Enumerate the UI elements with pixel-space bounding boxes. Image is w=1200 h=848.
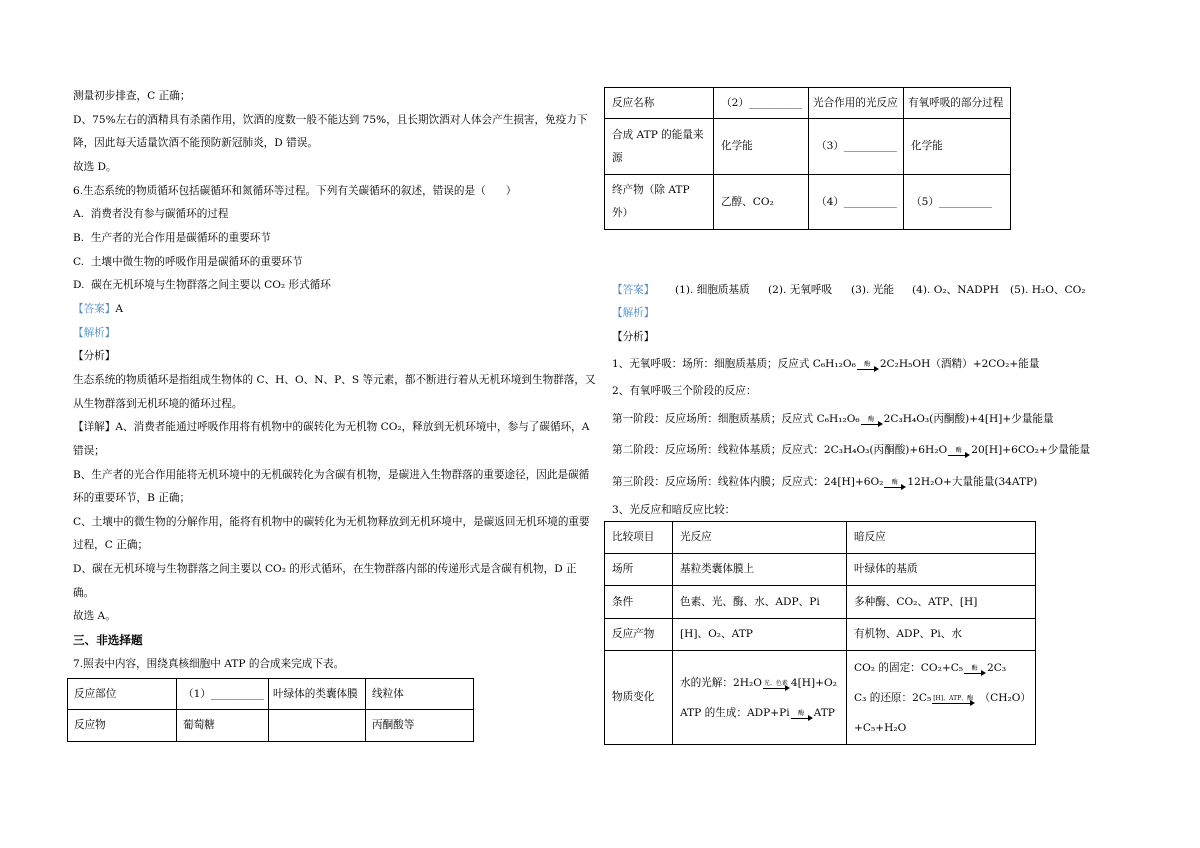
light-dark-comparison-table	[604, 521, 1036, 745]
table-row	[68, 710, 474, 742]
text-line: 故选 A。	[73, 610, 116, 623]
reaction-arrow	[948, 447, 969, 456]
table-cell: 光合作用的光反应	[809, 88, 904, 119]
table-cell-light-changes	[673, 651, 847, 745]
reaction-text: 12H₂O+大量能量(34ATP)	[907, 476, 1038, 488]
text-line: D、碳在无机环境与生物群落之间主要以 CO₂ 的形式循环，在生物群落内部的传递形式是含碳有机物，D 正	[73, 563, 577, 576]
reaction-line	[612, 472, 1037, 492]
reaction-text: 4[H]+O₂	[790, 676, 837, 689]
answer-item: (1). 细胞质基质	[675, 284, 750, 296]
jiexi-tag: 【解析】	[73, 326, 116, 339]
left-column	[73, 85, 598, 676]
text-line: 降，因此每天适量饮酒不能预防新冠肺炎，D 错误。	[73, 137, 318, 150]
table-cell: 反应产物	[605, 619, 673, 651]
answer-7-line	[612, 279, 1086, 301]
reaction-text: 20[H]+6CO₂+少量能量	[971, 444, 1091, 456]
answer-item: (4). O₂、NADPH	[912, 284, 1000, 296]
reaction-text: 第一阶段：反应场所：细胞质基质；反应式 C₆H₁₂O₆	[612, 413, 860, 425]
table-cell-dark-changes	[847, 651, 1036, 745]
table-row	[605, 119, 1011, 175]
arrow-icon	[861, 424, 879, 425]
reaction-arrow	[791, 710, 812, 719]
reaction-line	[854, 683, 1031, 713]
arrow-condition: [H]、ATP、酶	[933, 694, 974, 702]
table-header-cell: 暗反应	[847, 522, 1036, 554]
text-line: 故选 D。	[73, 160, 117, 173]
text-line: 确。	[73, 586, 95, 599]
reaction-arrow	[857, 361, 878, 370]
table-cell	[605, 88, 714, 119]
table-cell: [H]、O₂、ATP	[673, 619, 847, 651]
jiexi-tag: 【解析】	[612, 307, 655, 319]
reaction-text: 第三阶段：反应场所：线粒体内膜；反应式：24[H]+6O₂	[612, 476, 884, 488]
text-line: 【详解】A、消费者能通过呼吸作用将有机物中的碳转化为无机物 CO₂，释放到无机环境中，参与了碳循环，A	[73, 421, 590, 434]
reaction-line	[854, 653, 1028, 683]
cell-line: 合成 ATP 的能量来	[612, 128, 704, 141]
table-cell: 反应部位	[68, 679, 177, 710]
reaction-text: ATP 的生成：ADP+Pi	[680, 706, 790, 719]
section-heading: 三、非选择题	[73, 633, 143, 648]
text-line: 从生物群落到无机环境的循环过程。	[73, 397, 243, 410]
reaction-text: 第二阶段：反应场所：线粒体基质；反应式：2C₃H₄O₃(丙酮酸)+6H₂O	[612, 444, 948, 456]
reaction-text: 水的光解：2H₂O	[680, 676, 762, 689]
text-line: 3、光反应和暗反应比较：	[612, 504, 736, 516]
cell-line: 终产物（除 ATP	[612, 184, 690, 196]
table-cell-blank-1: （1）__________	[177, 679, 269, 710]
table-cell: 丙酮酸等	[366, 710, 474, 742]
reaction-text: CO₂ 的固定：CO₂+C₅	[854, 661, 964, 674]
option-b: B. 生产者的光合作用是碳循环的重要环节	[73, 231, 271, 244]
option-c: C. 土壤中微生物的呼吸作用是碳循环的重要环节	[73, 255, 303, 268]
cell-line: 外）	[612, 207, 634, 219]
arrow-condition: 酶	[955, 447, 962, 454]
arrow-condition: 酶	[971, 664, 978, 672]
table-row	[605, 554, 1036, 586]
fenxi-tag: 【分析】	[612, 331, 655, 343]
table-cell-blank-2: （2）__________	[714, 88, 809, 119]
reaction-arrow	[861, 416, 882, 425]
answer-line	[73, 298, 598, 322]
arrow-condition: 酶	[891, 479, 898, 486]
arrow-icon	[857, 369, 875, 370]
reaction-arrow	[964, 665, 985, 674]
arrow-icon	[964, 673, 982, 674]
arrow-icon	[763, 688, 786, 689]
text-line: 过程，C 正确；	[73, 539, 149, 552]
cell-line: 源	[612, 151, 623, 164]
table-cell: 叶绿体的基质	[847, 554, 1036, 586]
answer-tag: 【答案】	[73, 302, 116, 315]
table-cell: 多种酶、CO₂、ATP、[H]	[847, 586, 1036, 619]
table-cell: 线粒体	[366, 679, 474, 710]
table-cell: 化学能	[714, 119, 809, 175]
table-header-cell: 光反应	[673, 522, 847, 554]
text-line: C、土壤中的微生物的分解作用，能将有机物中的碳转化为无机物释放到无机环境中，是碳返回无机环境的重要	[73, 515, 590, 528]
reaction-text: C₃ 的还原：2C₅	[854, 691, 932, 704]
table-cell: 物质变化	[605, 651, 673, 745]
question-7: 7.照表中内容，围绕真核细胞中 ATP 的合成来完成下表。	[73, 657, 345, 670]
reaction-text: ATP	[813, 706, 835, 719]
reaction-text: 2C₃H₄O₃(丙酮酸)+4[H]+少量能量	[883, 413, 1054, 425]
table-header-row	[605, 522, 1036, 554]
table-cell: 条件	[605, 586, 673, 619]
table-row	[605, 619, 1036, 651]
reaction-arrow	[763, 680, 789, 689]
text-line: 错误；	[73, 444, 105, 457]
reaction-arrow	[884, 479, 905, 488]
reaction-text: 2C₂H₅OH（酒精）+2CO₂+能量	[879, 358, 1040, 370]
arrow-condition: 酶	[868, 416, 875, 423]
table-cell: 化学能	[904, 119, 1011, 175]
table-row	[605, 651, 1036, 745]
arrow-condition: 酶	[864, 361, 871, 368]
table-cell: 反应物	[68, 710, 177, 742]
reaction-line: +C₅+H₂O	[854, 721, 907, 734]
table-cell: 有氧呼吸的部分过程	[904, 88, 1011, 119]
table-cell: 色素、光、酶、水、ADP、Pi	[673, 586, 847, 619]
table-cell: 葡萄糖	[177, 710, 269, 742]
atp-table-part1	[67, 678, 474, 742]
table-row	[605, 586, 1036, 619]
answer-item: (5). H₂O、CO₂	[1010, 284, 1086, 296]
answer-item: (2). 无氧呼吸	[768, 284, 833, 296]
table-cell	[605, 175, 714, 230]
reaction-line	[680, 668, 839, 698]
answer-item: (3). 光能	[851, 284, 894, 296]
reaction-line	[612, 354, 1039, 374]
table-cell: 叶绿体的类囊体膜	[269, 679, 366, 710]
table-row	[605, 88, 1011, 119]
table-cell: 有机物、ADP、Pi、水	[847, 619, 1036, 651]
option-d: D. 碳在无机环境与生物群落之间主要以 CO₂ 形式循环	[73, 279, 331, 292]
option-a: A. 消费者没有参与碳循环的过程	[73, 208, 229, 221]
table-row	[605, 175, 1011, 230]
text-line: D、75%左右的酒精具有杀菌作用，饮酒的度数一般不能达到 75%，且长期饮酒对人体会产生损害，免疫力下	[73, 113, 588, 126]
cell-line: 反应名称	[612, 96, 655, 109]
question-6: 6.生态系统的物质循环包括碳循环和氮循环等过程。下列有关碳循环的叙述，错误的是（ ）	[73, 184, 517, 197]
table-row	[68, 679, 474, 710]
answer-tag: 【答案】	[612, 284, 655, 296]
text-line: 生态系统的物质循环是指组成生物体的 C、H、O、N、P、S 等元素，都不断进行着从无机环境到生物群落，又	[73, 373, 596, 386]
arrow-condition: 光、色素	[763, 679, 788, 687]
table-cell: 基粒类囊体膜上	[673, 554, 847, 586]
table-cell-blank-3: （3）__________	[809, 119, 904, 175]
arrow-icon	[884, 487, 902, 488]
arrow-icon	[932, 703, 971, 704]
reaction-text: （CH₂O）	[976, 691, 1031, 704]
reaction-text: 2C₃	[987, 661, 1007, 674]
reaction-line	[612, 440, 1090, 460]
answer-value: A	[115, 302, 124, 315]
table-cell-blank-5: （5）__________	[904, 175, 1011, 230]
text-line: 环的重要环节，B 正确；	[73, 492, 191, 505]
table-cell	[605, 119, 714, 175]
text-line: 测量初步排查，C 正确；	[73, 90, 191, 102]
reaction-line	[680, 698, 839, 728]
arrow-condition: 酶	[798, 709, 805, 717]
table-header-cell: 比较项目	[605, 522, 673, 554]
table-cell	[269, 710, 366, 742]
table-cell: 场所	[605, 554, 673, 586]
table-cell-blank-4: （4）__________	[809, 175, 904, 230]
reaction-line	[612, 409, 1054, 429]
table-cell: 乙醇、CO₂	[714, 175, 809, 230]
arrow-icon	[791, 718, 809, 719]
atp-table-part2	[604, 87, 1011, 230]
reaction-text: 1、无氧呼吸：场所：细胞质基质；反应式 C₆H₁₂O₆	[612, 358, 856, 370]
arrow-icon	[948, 455, 966, 456]
text-line: 2、有氧呼吸三个阶段的反应：	[612, 385, 757, 397]
reaction-arrow	[932, 695, 974, 704]
fenxi-tag: 【分析】	[73, 350, 116, 363]
text-line: B、生产者的光合作用能将无机环境中的无机碳转化为含碳有机物，是碳进入生物群落的重要途径，因此是碳循	[73, 468, 590, 481]
